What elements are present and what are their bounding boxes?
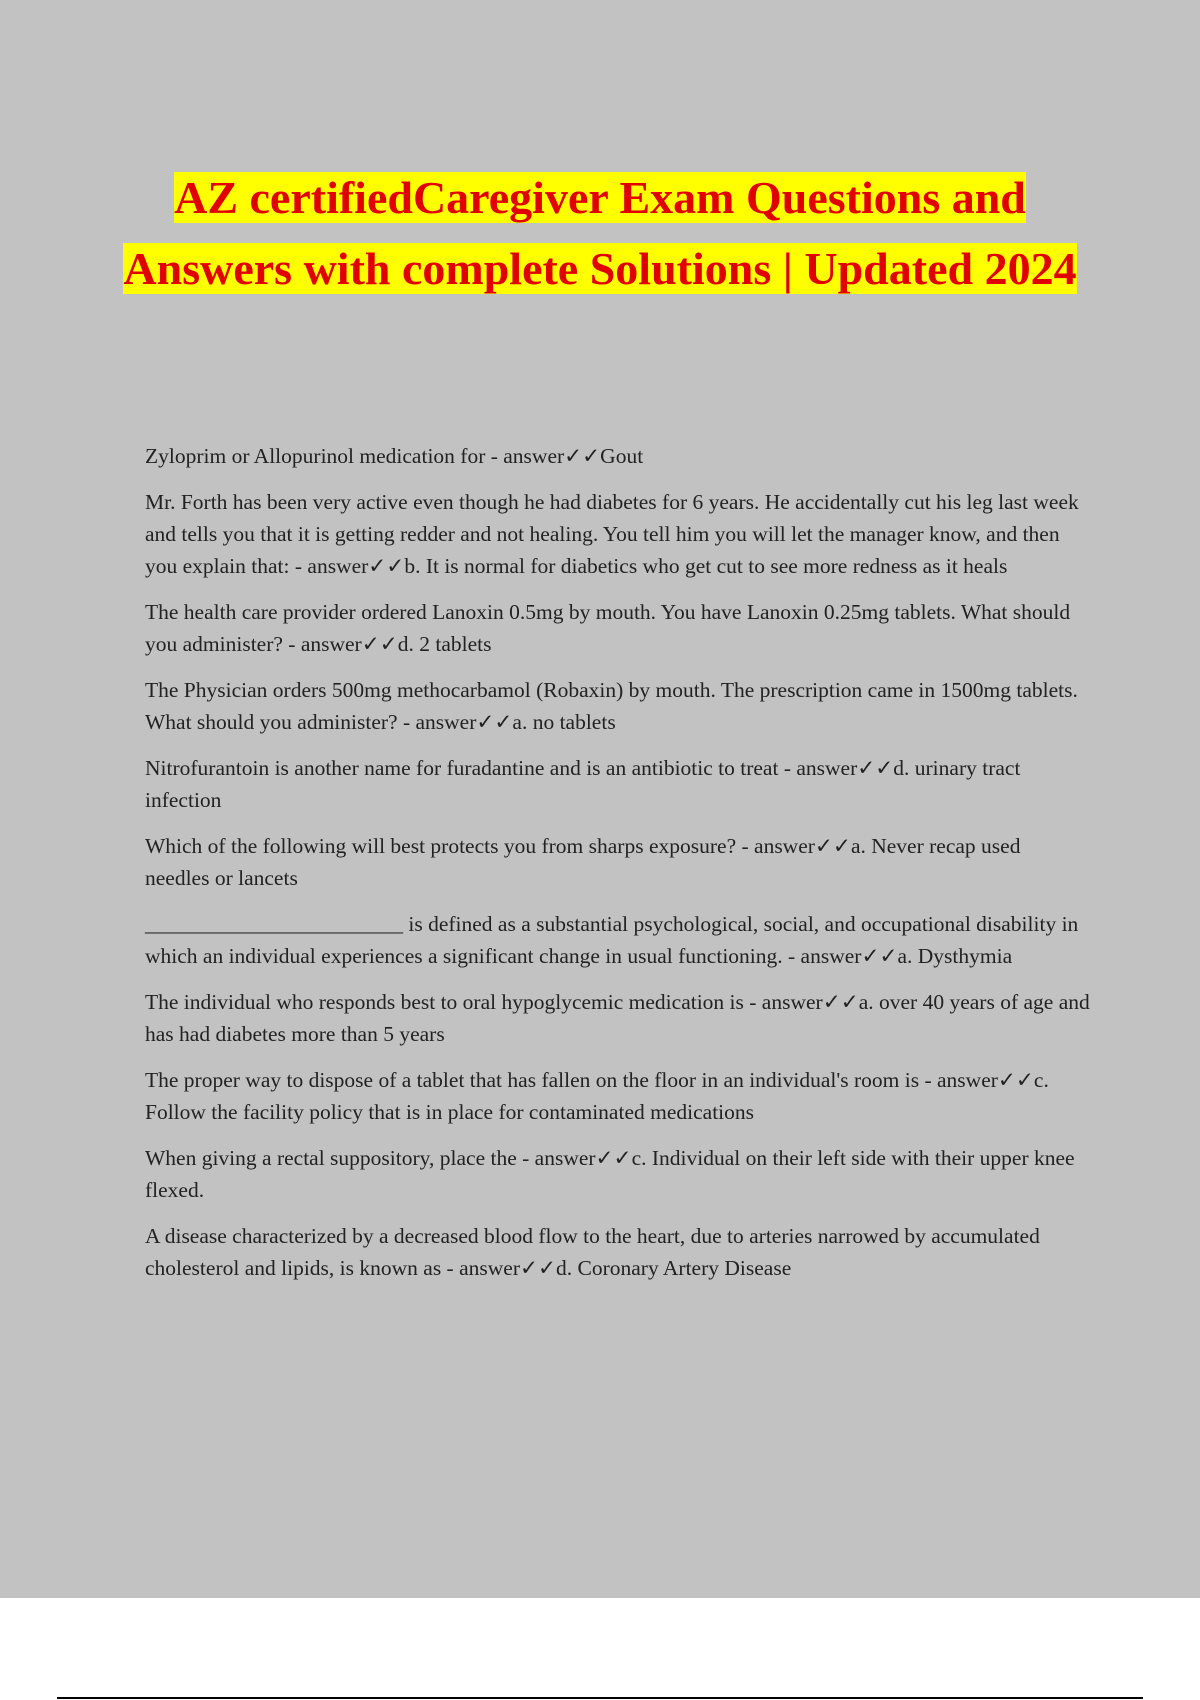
qa-item: Which of the following will best protects you from sharps exposure? - answer✓✓a. Never recap used needles or lancets (145, 834, 1021, 890)
qa-list (145, 440, 1090, 1298)
qa-item: A disease characterized by a decreased blood flow to the heart, due to arteries narrowed by accumulated cholesterol and lipids, is known as - answer✓✓d. Coronary Artery Disease (145, 1224, 1040, 1280)
qa-item: When giving a rectal suppository, place the - answer✓✓c. Individual on their left side with their upper knee flexed. (145, 1146, 1075, 1202)
title-block (100, 168, 1100, 310)
qa-item: The health care provider ordered Lanoxin 0.5mg by mouth. You have Lanoxin 0.25mg tablets. What should you administer? - answer✓✓d. 2 tablets (145, 600, 1071, 656)
qa-item: The proper way to dispose of a tablet that has fallen on the floor in an individual's room is - answer✓✓c. Follow the facility policy that is in place for contaminated medications (145, 1068, 1049, 1124)
qa-item: Mr. Forth has been very active even though he had diabetes for 6 years. He accidentally cut his leg last week and tells you that it is getting redder and not healing. You tell him you will let the manager know, and then you explain that: - answer✓✓b. It is normal for diabetics who get cut to see more redness as it heals (145, 490, 1079, 578)
qa-item: The Physician orders 500mg methocarbamol (Robaxin) by mouth. The prescription came in 1500mg tablets. What should you administer? - answer✓✓a. no tablets (145, 678, 1078, 734)
qa-item: ________________________ is defined as a substantial psychological, social, and occupational disability in which an individual experiences a significant change in usual functioning. - answer✓✓a. Dysthymia (145, 912, 1079, 968)
document-title: AZ certifiedCaregiver Exam Questions and Answers with complete Solutions | Updated 2024 (123, 172, 1077, 294)
page-divider (57, 1697, 1143, 1699)
qa-item: Zyloprim or Allopurinol medication for - answer✓✓Gout (145, 444, 644, 468)
qa-item: The individual who responds best to oral hypoglycemic medication is - answer✓✓a. over 40 years of age and has had diabetes more than 5 years (145, 990, 1090, 1046)
qa-item: Nitrofurantoin is another name for furadantine and is an antibiotic to treat - answer✓✓d. urinary tract infection (145, 756, 1021, 812)
